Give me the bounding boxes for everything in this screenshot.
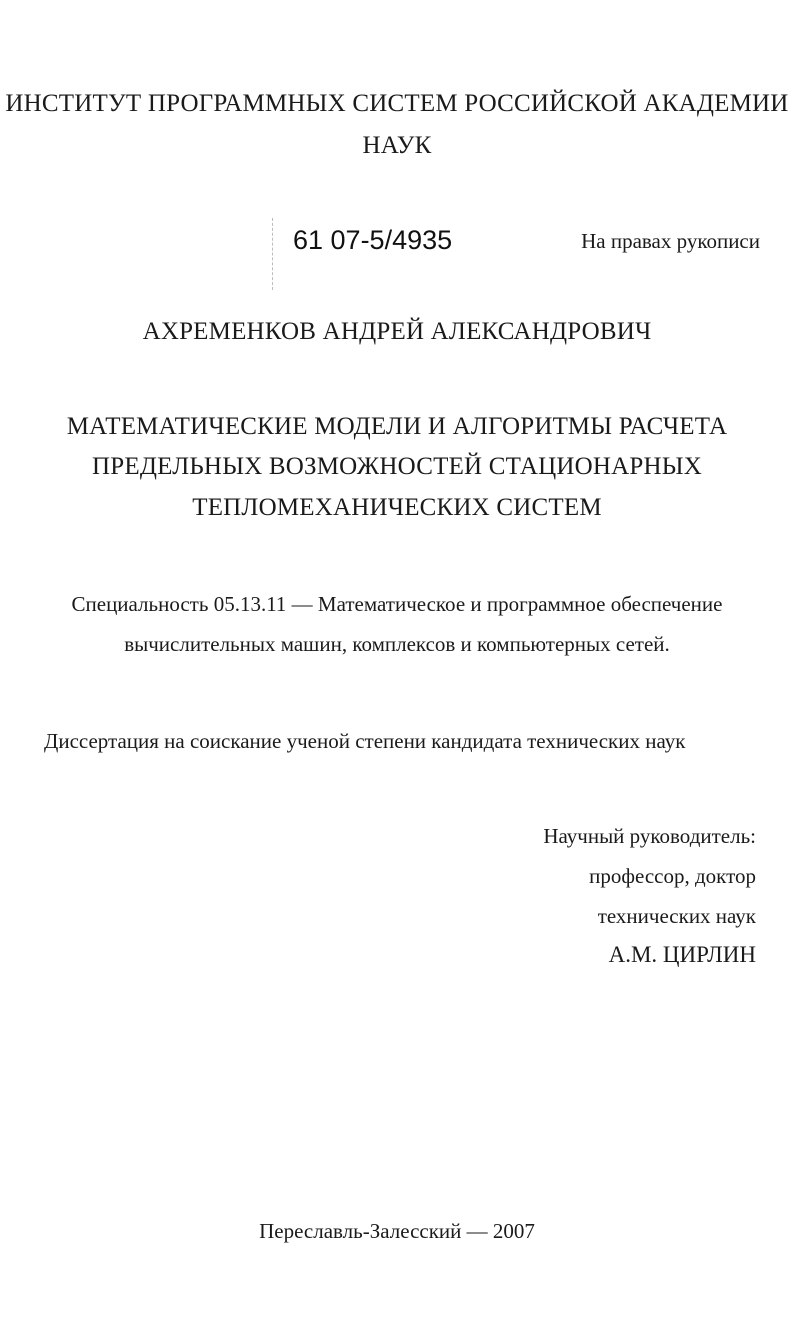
- specialty-line-2: вычислительных машин, комплексов и компьютерных сетей.: [124, 632, 670, 656]
- place-and-year: Переславль-Залесский — 2007: [259, 1219, 535, 1243]
- library-stamp-number: 61 07-5/4935: [293, 225, 453, 255]
- thesis-title-line-1: МАТЕМАТИЧЕСКИЕ МОДЕЛИ И АЛГОРИТМЫ РАСЧЕТА: [66, 413, 728, 440]
- institution-line-1: ИНСТИТУТ ПРОГРАММНЫХ СИСТЕМ РОССИЙСКОЙ АКАДЕМИИ: [5, 90, 789, 117]
- supervisor-name: А.М. ЦИРЛИН: [608, 942, 756, 967]
- supervisor-title-2: технических наук: [597, 904, 756, 928]
- supervisor-label: Научный руководитель:: [543, 824, 756, 848]
- institution-line-2: НАУК: [362, 132, 432, 159]
- stamp-divider: [272, 218, 273, 290]
- specialty-line-1: Специальность 05.13.11 — Математическое и программное обеспечение: [71, 592, 723, 616]
- manuscript-note: На правах рукописи: [581, 229, 760, 253]
- supervisor-title-1: профессор, доктор: [589, 864, 756, 888]
- degree-statement: Диссертация на соискание ученой степени кандидата технических наук: [44, 729, 686, 753]
- author-name: АХРЕМЕНКОВ АНДРЕЙ АЛЕКСАНДРОВИЧ: [142, 318, 652, 345]
- thesis-title-line-2: ПРЕДЕЛЬНЫХ ВОЗМОЖНОСТЕЙ СТАЦИОНАРНЫХ: [92, 453, 702, 480]
- thesis-title-line-3: ТЕПЛОМЕХАНИЧЕСКИХ СИСТЕМ: [192, 494, 602, 521]
